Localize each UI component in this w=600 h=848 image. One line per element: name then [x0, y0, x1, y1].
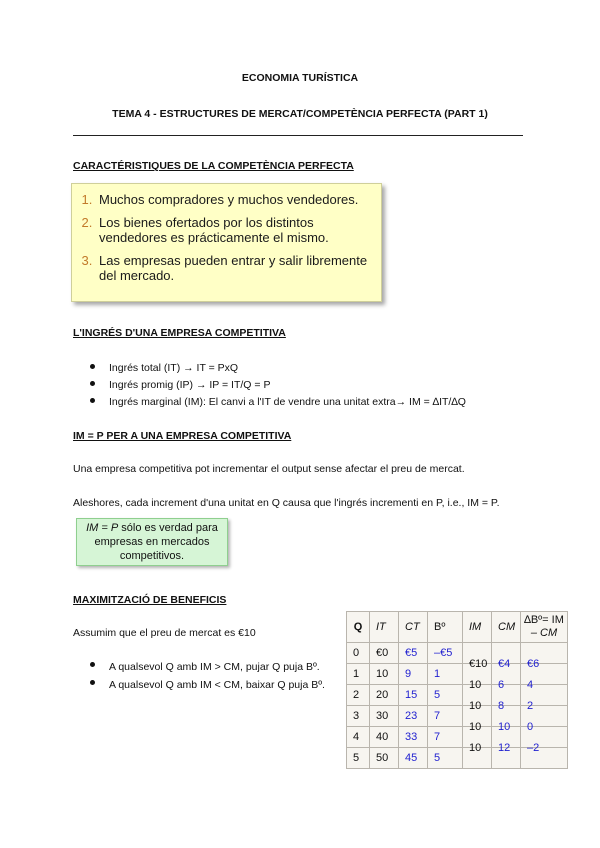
- cell-q: 0: [347, 643, 370, 664]
- col-header-im: IM: [463, 612, 492, 643]
- cell-delta-profit: 2: [521, 696, 568, 717]
- cell-profit: 5: [428, 685, 463, 706]
- cell-im: 10: [463, 717, 492, 738]
- col-header-q: Q: [347, 612, 370, 643]
- cell-profit: 1: [428, 664, 463, 685]
- list-item: Ingrés total (IT) → IT = PxQ: [73, 360, 466, 377]
- list-item: 1. Muchos compradores y muchos vendedores.: [96, 192, 371, 208]
- section-heading-revenue: L'INGRÉS D'UNA EMPRESA COMPETITIVA: [73, 327, 286, 339]
- cell-cm: 10: [492, 717, 521, 738]
- list-item: A qualsevol Q amb IM < CM, baixar Q puja Bº.: [73, 676, 325, 694]
- cell-profit: –€5: [428, 643, 463, 664]
- table-header-row: [347, 612, 568, 643]
- delta-header-line2: – CM: [530, 627, 558, 639]
- cell-q: 1: [347, 664, 370, 685]
- cell-it: €0: [370, 643, 399, 664]
- cell-cm: 6: [492, 675, 521, 696]
- col-header-cm: CM: [492, 612, 521, 643]
- list-item: 3. Las empresas pueden entrar y salir libremente del mercado.: [96, 253, 371, 284]
- cell-ct: 33: [399, 727, 428, 748]
- cell-im: 10: [463, 696, 492, 717]
- list-item: Ingrés marginal (IM): El canvi a l'IT de vendre una unitat extra→ IM = ∆IT/∆Q: [73, 394, 466, 411]
- cell-q: 3: [347, 706, 370, 727]
- cell-cm: €4: [492, 654, 521, 675]
- cell-delta-profit: €6: [521, 654, 568, 675]
- section-heading-maximization: MAXIMITZACIÓ DE BENEFICIS: [73, 594, 227, 606]
- characteristics-list: [72, 184, 381, 284]
- revenue-list: [73, 360, 466, 411]
- col-header-delta-profit: [521, 612, 568, 643]
- col-header-profit: Bº: [428, 612, 463, 643]
- cell-delta-profit: 4: [521, 675, 568, 696]
- cell-profit: 5: [428, 748, 463, 769]
- paragraph-increment: Aleshores, cada increment d'una unitat en Q causa que l'ingrés incrementi en P, i.e., IM = P.: [73, 497, 500, 509]
- note-formula: IM = P: [86, 522, 119, 534]
- cell-it: 30: [370, 706, 399, 727]
- cell-ct: 9: [399, 664, 428, 685]
- cell-im: €10: [463, 654, 492, 675]
- title-divider: [73, 135, 523, 136]
- cell-delta-profit: 0: [521, 717, 568, 738]
- cell-im: 10: [463, 738, 492, 759]
- im-p-note-box: [76, 518, 228, 566]
- cell-profit: 7: [428, 727, 463, 748]
- list-item: A qualsevol Q amb IM > CM, pujar Q puja Bº.: [73, 658, 325, 676]
- cell-im: 10: [463, 675, 492, 696]
- col-header-ct: CT: [399, 612, 428, 643]
- col-header-it: IT: [370, 612, 399, 643]
- cell-q: 2: [347, 685, 370, 706]
- note-text: sólo es verdad para empresas en mercados competitivos.: [94, 522, 218, 562]
- maximization-list: [73, 658, 325, 694]
- cell-it: 10: [370, 664, 399, 685]
- cell-q: 5: [347, 748, 370, 769]
- table-row: [347, 748, 568, 769]
- cell-it: 40: [370, 727, 399, 748]
- profit-table: [346, 611, 568, 769]
- paragraph-output: Una empresa competitiva pot incrementar el output sense afectar el preu de mercat.: [73, 463, 465, 475]
- cell-it: 20: [370, 685, 399, 706]
- cell-cm: 12: [492, 738, 521, 759]
- cell-q: 4: [347, 727, 370, 748]
- paragraph-market-price: Assumim que el preu de mercat es €10: [73, 627, 256, 639]
- cell-ct: 15: [399, 685, 428, 706]
- list-item: 2. Los bienes ofertados por los distintos vendedores es prácticamente el mismo.: [96, 215, 371, 246]
- list-item: Ingrés promig (IP) → IP = IT/Q = P: [73, 377, 466, 394]
- cell-delta-profit: –2: [521, 738, 568, 759]
- cell-ct: €5: [399, 643, 428, 664]
- topic-title: TEMA 4 - ESTRUCTURES DE MERCAT/COMPETÈNCIA PERFECTA (PART 1): [112, 108, 488, 120]
- cell-it: 50: [370, 748, 399, 769]
- course-title: ECONOMIA TURÍSTICA: [241, 72, 359, 84]
- section-heading-characteristics: CARACTÉRISTIQUES DE LA COMPETÈNCIA PERFECTA: [73, 160, 354, 172]
- characteristics-box: [71, 183, 382, 302]
- cell-ct: 45: [399, 748, 428, 769]
- cell-ct: 23: [399, 706, 428, 727]
- cell-cm: 8: [492, 696, 521, 717]
- delta-header-line1: ∆Bº= IM: [524, 614, 564, 626]
- cell-profit: 7: [428, 706, 463, 727]
- section-heading-im-equals-p: IM = P PER A UNA EMPRESA COMPETITIVA: [73, 430, 292, 442]
